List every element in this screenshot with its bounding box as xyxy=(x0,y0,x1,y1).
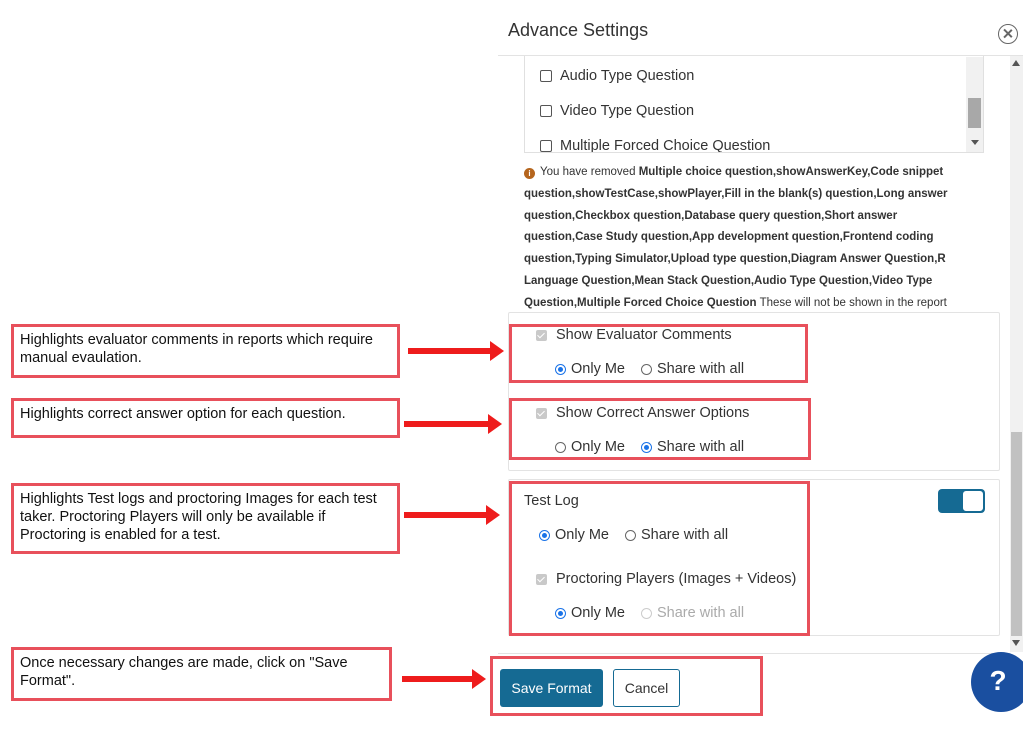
panel-header xyxy=(498,0,1023,56)
annotation-testlog xyxy=(11,483,400,554)
info-prefix: You have removed xyxy=(540,166,636,178)
question-type-item[interactable] xyxy=(540,103,694,119)
annotation-correct-text: Highlights correct answer option for each question. xyxy=(20,406,346,422)
toggle-knob xyxy=(962,490,984,512)
arrow-evaluator xyxy=(408,348,492,354)
evaluator-only-me-label[interactable]: Only Me xyxy=(571,361,625,377)
question-type-item[interactable] xyxy=(540,68,694,84)
highlight-correct xyxy=(509,398,811,460)
proctoring-only-me-label[interactable]: Only Me xyxy=(571,605,625,621)
annotation-testlog-text: Highlights Test logs and proctoring Images for each test taker. Proctoring Players will only be available if Proctoring is enabled for a test. xyxy=(20,491,377,543)
annotation-save xyxy=(11,647,392,701)
panel-title: Advance Settings xyxy=(508,20,649,40)
question-type-item[interactable] xyxy=(540,138,770,153)
info-suffix: These will not be shown in the report xyxy=(759,296,947,309)
testlog-only-me-label[interactable]: Only Me xyxy=(555,527,609,543)
question-list-scrollbar-thumb[interactable] xyxy=(968,98,981,128)
correct-share-label[interactable]: Share with all xyxy=(657,439,745,455)
testlog-share-label[interactable]: Share with all xyxy=(641,527,729,543)
arrow-save xyxy=(402,676,474,682)
close-icon[interactable] xyxy=(998,24,1018,44)
save-format-button[interactable]: Save Format xyxy=(500,669,603,707)
info-removed-list: Multiple choice question,showAnswerKey,Code snippet question,showTestCase,showPlayer,Fill in the blank(s) question,Long answer question,Checkbox question,Database query question,Short answer question,Case Study question,App development question,Frontend coding question,Typing Simulator,Upload type question,Diagram Answer Question,R Language Question,Mean Stack Question,Audio Type Question,Video Type Question,Multiple Forced Choice Question xyxy=(524,166,948,309)
arrow-correct xyxy=(404,421,490,427)
annotation-correct xyxy=(11,398,400,438)
removed-questions-info xyxy=(524,162,974,315)
highlight-footer xyxy=(490,656,763,716)
question-type-checkbox[interactable] xyxy=(540,140,552,152)
question-type-checkbox[interactable] xyxy=(540,105,552,117)
annotation-save-text: Once necessary changes are made, click on "Save Format". xyxy=(20,655,348,689)
annotation-evaluator xyxy=(11,324,400,378)
question-type-label: Video Type Question xyxy=(560,103,695,119)
question-type-label: Audio Type Question xyxy=(560,68,695,84)
proctoring-share-label: Share with all xyxy=(657,605,745,621)
scroll-up-arrow-icon[interactable] xyxy=(1012,60,1020,66)
evaluator-share-label[interactable]: Share with all xyxy=(657,361,745,377)
question-type-checkbox[interactable] xyxy=(540,70,552,82)
footer-divider xyxy=(498,653,1010,654)
correct-answers-label: Show Correct Answer Options xyxy=(556,405,750,421)
highlight-evaluator xyxy=(509,324,808,383)
info-icon: i xyxy=(524,168,535,179)
evaluator-comments-label: Show Evaluator Comments xyxy=(556,327,732,343)
question-type-list xyxy=(524,56,984,153)
question-list-scroll-down-icon[interactable] xyxy=(971,140,979,145)
correct-only-me-label[interactable]: Only Me xyxy=(571,439,625,455)
highlight-testlog xyxy=(509,481,810,636)
proctoring-label: Proctoring Players (Images + Videos) xyxy=(556,571,797,587)
annotation-evaluator-text: Highlights evaluator comments in reports which require manual evaulation. xyxy=(20,332,373,366)
test-log-label: Test Log xyxy=(524,493,579,509)
help-icon[interactable]: ? xyxy=(971,652,1023,712)
scroll-down-arrow-icon[interactable] xyxy=(1012,640,1020,646)
test-log-toggle[interactable] xyxy=(938,489,985,513)
arrow-testlog xyxy=(404,512,488,518)
question-type-label: Multiple Forced Choice Question xyxy=(560,138,771,153)
cancel-button[interactable]: Cancel xyxy=(613,669,680,707)
panel-scrollbar-thumb[interactable] xyxy=(1011,432,1022,636)
